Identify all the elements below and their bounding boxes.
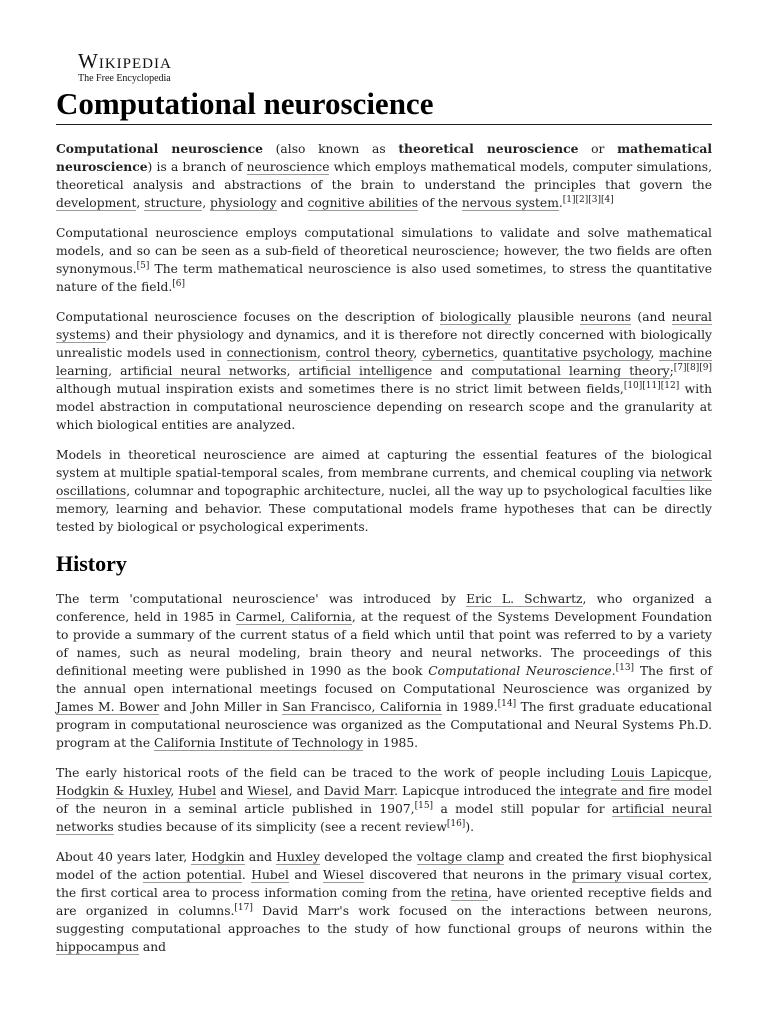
link-development[interactable]: development: [56, 196, 137, 210]
text: ;: [669, 364, 674, 378]
citation-link[interactable]: [13]: [615, 662, 635, 673]
citation: [137, 261, 150, 271]
text: ,: [108, 364, 121, 378]
text: ,: [286, 364, 299, 378]
section-heading-history: History: [56, 551, 127, 576]
link-hubel[interactable]: Hubel: [251, 868, 289, 882]
text: discovered that neurons in the: [364, 868, 573, 882]
link-nervous-system[interactable]: nervous system: [461, 196, 559, 210]
citation: [447, 819, 465, 829]
text: which employs mathematical models, computer simulations, theoretical analysis and abstractions of the brain to understand the principles that govern the: [56, 160, 712, 192]
link-primary-visual-cortex[interactable]: primary visual cortex: [572, 868, 709, 882]
link-wiesel[interactable]: Wiesel: [247, 784, 289, 798]
link-integrate-and-fire[interactable]: integrate and fire: [559, 784, 670, 798]
link-structure[interactable]: structure: [144, 196, 203, 210]
link-physiology[interactable]: physiology: [210, 196, 277, 210]
link-hippocampus[interactable]: hippocampus: [56, 940, 139, 954]
text: and: [288, 868, 323, 882]
text: model of the neuron in a seminal article published in 1907,: [56, 784, 712, 816]
text: About 40 years later,: [56, 850, 192, 864]
text: , who organized a conference, held in 1985 in: [56, 592, 712, 624]
text: David Marr's work focused on the interactions between neurons, suggesting computational approaches to the study of how functional groups of neurons within the: [56, 904, 712, 936]
citation: [624, 381, 679, 391]
link-louis-lapicque[interactable]: Louis Lapicque: [610, 766, 709, 780]
link-neural-systems[interactable]: neural systems: [56, 310, 712, 342]
citation-link[interactable]: [15]: [414, 800, 434, 811]
link-caltech[interactable]: California Institute of Technology: [154, 736, 364, 750]
text: , the first cortical area to process information coming from the: [56, 868, 712, 900]
text: ,: [494, 346, 503, 360]
text: and: [216, 784, 248, 798]
text: (also known as: [262, 142, 399, 156]
history-paragraph-3: [56, 848, 712, 956]
text: and: [244, 850, 277, 864]
citation-link[interactable]: [6]: [172, 278, 186, 289]
text: ) and their physiology and dynamics, and it is therefore not directly concerned with biologically unrealistic models used in: [56, 328, 712, 360]
citation-link[interactable]: [17]: [234, 902, 253, 913]
link-neuroscience[interactable]: neuroscience: [246, 160, 330, 174]
text: ).: [465, 820, 475, 834]
link-network-oscillations[interactable]: network oscillations: [56, 466, 712, 498]
text: and: [276, 196, 308, 210]
link-artificial-neural-networks[interactable]: artificial neural networks: [120, 364, 287, 378]
citation: [415, 801, 433, 811]
citation: [563, 195, 614, 205]
text: in 1985.: [363, 736, 419, 750]
intro-paragraph-2: [56, 224, 712, 296]
text: The term 'computational neuroscience' was introduced by: [56, 592, 467, 606]
text: ,: [202, 196, 211, 210]
text: a model still popular for: [433, 802, 612, 816]
link-carmel-california[interactable]: Carmel, California: [235, 610, 352, 624]
link-cognitive-abilities[interactable]: cognitive abilities: [307, 196, 419, 210]
link-eric-schwartz[interactable]: Eric L. Schwartz: [466, 592, 583, 606]
link-james-bower[interactable]: James M. Bower: [56, 700, 160, 714]
citation: [699, 363, 712, 373]
text: Models in theoretical neuroscience are aimed at capturing the essential features of the biological system at multiple spatial-temporal scales, from membrane currents, and chemical coupling via: [56, 448, 712, 480]
text: .: [611, 664, 616, 678]
text: Computational neuroscience employs computational simulations to validate and solve mathematical models, and so can be seen as a sub-field of theoretical neuroscience; however, the two fields are often synonymous.: [56, 226, 712, 276]
text: ,: [650, 346, 660, 360]
link-wiesel[interactable]: Wiesel: [322, 868, 365, 882]
intro-paragraph-1: [56, 140, 712, 212]
text: and created the first biophysical model of the: [56, 850, 712, 882]
text: .: [241, 868, 252, 882]
text: plausible: [511, 310, 581, 324]
text: ) is a branch of: [147, 160, 247, 174]
link-artificial-intelligence[interactable]: artificial intelligence: [298, 364, 433, 378]
text: with model abstraction in computational neuroscience depending on research scope and the granularity at which biological entities are analyzed.: [56, 382, 712, 432]
italic-title: Computational Neuroscience: [428, 664, 612, 678]
text: . Lapicque introduced the: [394, 784, 560, 798]
text: The term mathematical neuroscience is also used sometimes, to stress the quantitative nature of the field.: [56, 262, 712, 294]
text: ,: [413, 346, 422, 360]
citation-link[interactable]: [16]: [446, 818, 466, 829]
link-quantitative-psychology[interactable]: quantitative psychology: [502, 346, 651, 360]
text: and: [432, 364, 472, 378]
intro-paragraph-3: [56, 308, 712, 434]
text: of the: [418, 196, 462, 210]
citation-link[interactable]: [7][8]: [673, 362, 700, 373]
wikipedia-logo[interactable]: [78, 50, 172, 85]
link-david-marr[interactable]: David Marr: [323, 784, 395, 798]
text: Computational neuroscience focuses on the description of: [56, 310, 440, 324]
text: , at the request of the Systems Development Foundation to provide a summary of the current status of a field which until that point was referred to by a variety of names, such as neural modeling, brain theory and neural networks. The proceedings of this definitional meeting were published in 1990 as the book: [56, 610, 713, 678]
text: studies because of its simplicity (see a recent review: [113, 820, 447, 834]
text: The early historical roots of the field can be traced to the work of people including: [56, 766, 611, 780]
text: (and: [631, 310, 672, 324]
citation-link[interactable]: [9]: [699, 362, 712, 373]
text: ,: [136, 196, 145, 210]
link-computational-learning-theory[interactable]: computational learning theory: [471, 364, 670, 378]
link-hodgkin[interactable]: Hodgkin: [191, 850, 245, 864]
text: , columnar and topographic architecture, nuclei, all the way up to psychological faculties like memory, learning and behavior. These computational models frame hypotheses that can be directly tested by biological or psychological experiments.: [56, 484, 712, 534]
link-control-theory[interactable]: control theory: [325, 346, 414, 360]
citation-link[interactable]: [1][2][3][4]: [562, 194, 614, 205]
link-hodgkin-huxley[interactable]: Hodgkin & Huxley: [56, 784, 171, 798]
link-action-potential[interactable]: action potential: [142, 868, 242, 882]
text: ,: [317, 346, 326, 360]
link-machine-learning[interactable]: machine learning: [56, 346, 712, 378]
history-paragraph-1: [56, 590, 712, 752]
article-body: [56, 140, 712, 968]
citation: [234, 903, 252, 913]
citation: [172, 279, 185, 289]
text: and John Miller in: [159, 700, 283, 714]
link-huxley[interactable]: Huxley: [276, 850, 320, 864]
bold-term: theoretical neuroscience: [398, 141, 579, 156]
citation: [674, 363, 700, 373]
text: .: [558, 196, 563, 210]
text: The first of the annual open international meetings focused on Computational Neuroscience was organized by: [56, 664, 713, 696]
text: , and: [288, 784, 324, 798]
text: ,: [708, 766, 712, 780]
link-artificial-neural-networks[interactable]: artificial neural networks: [56, 802, 712, 834]
citation: [616, 663, 634, 673]
link-hubel[interactable]: Hubel: [178, 784, 217, 798]
citation-link[interactable]: [14]: [497, 698, 517, 709]
text: and: [138, 940, 167, 954]
page-title: Computational neuroscience: [56, 84, 712, 125]
text: , have oriented receptive fields and are organized in columns.: [56, 886, 712, 918]
link-neurons[interactable]: neurons: [580, 310, 632, 324]
link-biologically[interactable]: biologically: [439, 310, 512, 324]
citation-link[interactable]: [10][11][12]: [623, 380, 680, 391]
intro-paragraph-4: [56, 446, 712, 536]
link-san-francisco[interactable]: San Francisco, California: [282, 700, 442, 714]
text: in 1989.: [441, 700, 498, 714]
text: developed the: [319, 850, 417, 864]
link-cybernetics[interactable]: cybernetics: [421, 346, 495, 360]
logo-wordmark: Wikipedia: [78, 49, 172, 73]
text: The first graduate educational program in computational neuroscience was organized as the Computational and Neural Systems Ph.D. program at the: [56, 700, 712, 750]
history-paragraph-2: [56, 764, 712, 836]
logo-tagline: The Free Encyclopedia: [78, 73, 171, 84]
text: ,: [170, 784, 179, 798]
link-voltage-clamp[interactable]: voltage clamp: [416, 850, 505, 864]
link-connectionism[interactable]: connectionism: [226, 346, 318, 360]
bold-term: Computational neuroscience: [56, 141, 263, 156]
citation: [498, 699, 516, 709]
bold-term: mathematical neuroscience: [56, 141, 712, 174]
text: or: [578, 142, 618, 156]
link-retina[interactable]: retina: [450, 886, 489, 900]
citation-link[interactable]: [5]: [136, 260, 150, 271]
text: although mutual inspiration exists and sometimes there is no strict limit between fields,: [56, 382, 624, 396]
